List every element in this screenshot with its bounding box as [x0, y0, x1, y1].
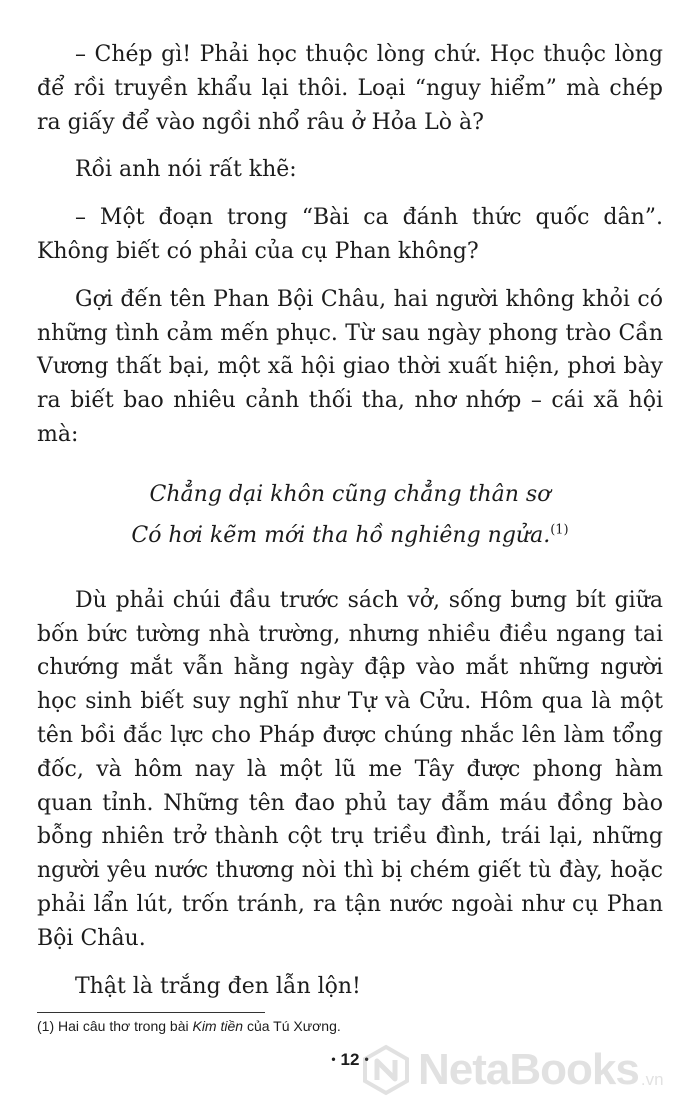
- page-number-dot-left: •: [331, 1052, 336, 1066]
- footnote-reference[interactable]: (1): [550, 522, 569, 538]
- footnote-suffix: của Tú Xương.: [243, 1018, 341, 1034]
- page-number-value: 12: [340, 1050, 360, 1069]
- poem-quote: [37, 474, 663, 556]
- paragraph-2: Rồi anh nói rất khẽ:: [75, 157, 297, 183]
- page-body: [37, 38, 663, 1003]
- watermark-brand: NetaBooks: [418, 1045, 639, 1094]
- watermark: [360, 1040, 700, 1100]
- footnote: [37, 1018, 341, 1034]
- poem-line-1: Chẳng dại khôn cũng chẳng thân sơ: [149, 481, 551, 507]
- paragraph-5: Dù phải chúi đầu trước sách vở, sống bưng bít giữa bốn bức tường nhà trường, nhưng nhiều điều ngang tai chướng mắt vẫn hằng ngày đập vào mắt những người học sinh biết suy nghĩ như Tự và Cửu. Hôm qua là một tên bồi đắc lực cho Pháp được chúng nhắc lên làm tổng đốc, và hôm nay là một lũ me Tây được phong hàm quan tỉnh. Những tên đao phủ tay đẫm máu đồng bào bỗng nhiên trở thành cột trụ triều đình, trái lại, những người yêu nước thương nòi thì bị chém giết tù đày, hoặc phải lẩn lút, trốn tránh, ra tận nước ngoài như cụ Phan Bội Châu.: [37, 587, 663, 951]
- paragraph-3: – Một đoạn trong “Bài ca đánh thức quốc dân”. Không biết có phải của cụ Phan không?: [37, 205, 663, 264]
- poem-line-2: [37, 515, 663, 556]
- paragraph-1: – Chép gì! Phải học thuộc lòng chứ. Học thuộc lòng để rồi truyền khẩu lại thôi. Loại “nguy hiểm” mà chép ra giấy để vào ngồi nhổ râu ở Hỏa Lò à?: [37, 42, 663, 135]
- netabooks-logo-icon: [360, 1044, 412, 1096]
- footnote-title: Kim tiền: [192, 1018, 244, 1034]
- poem-line-2-text: Có hơi kẽm mới tha hồ nghiêng ngửa.: [131, 522, 551, 548]
- footnote-prefix: (1) Hai câu thơ trong bài: [37, 1018, 193, 1034]
- paragraph-4: Gợi đến tên Phan Bội Châu, hai người không khỏi có những tình cảm mến phục. Từ sau ngày phong trào Cần Vương thất bại, một xã hội giao thời xuất hiện, phơi bày ra biết bao nhiêu cảnh thối tha, nhơ nhớp – cái xã hội mà:: [37, 286, 663, 447]
- page-number-dot-right: •: [364, 1052, 369, 1066]
- footnote-divider: [37, 1012, 265, 1013]
- paragraph-6: Thật là trắng đen lẫn lộn!: [75, 973, 361, 999]
- watermark-suffix: .vn: [640, 1070, 664, 1089]
